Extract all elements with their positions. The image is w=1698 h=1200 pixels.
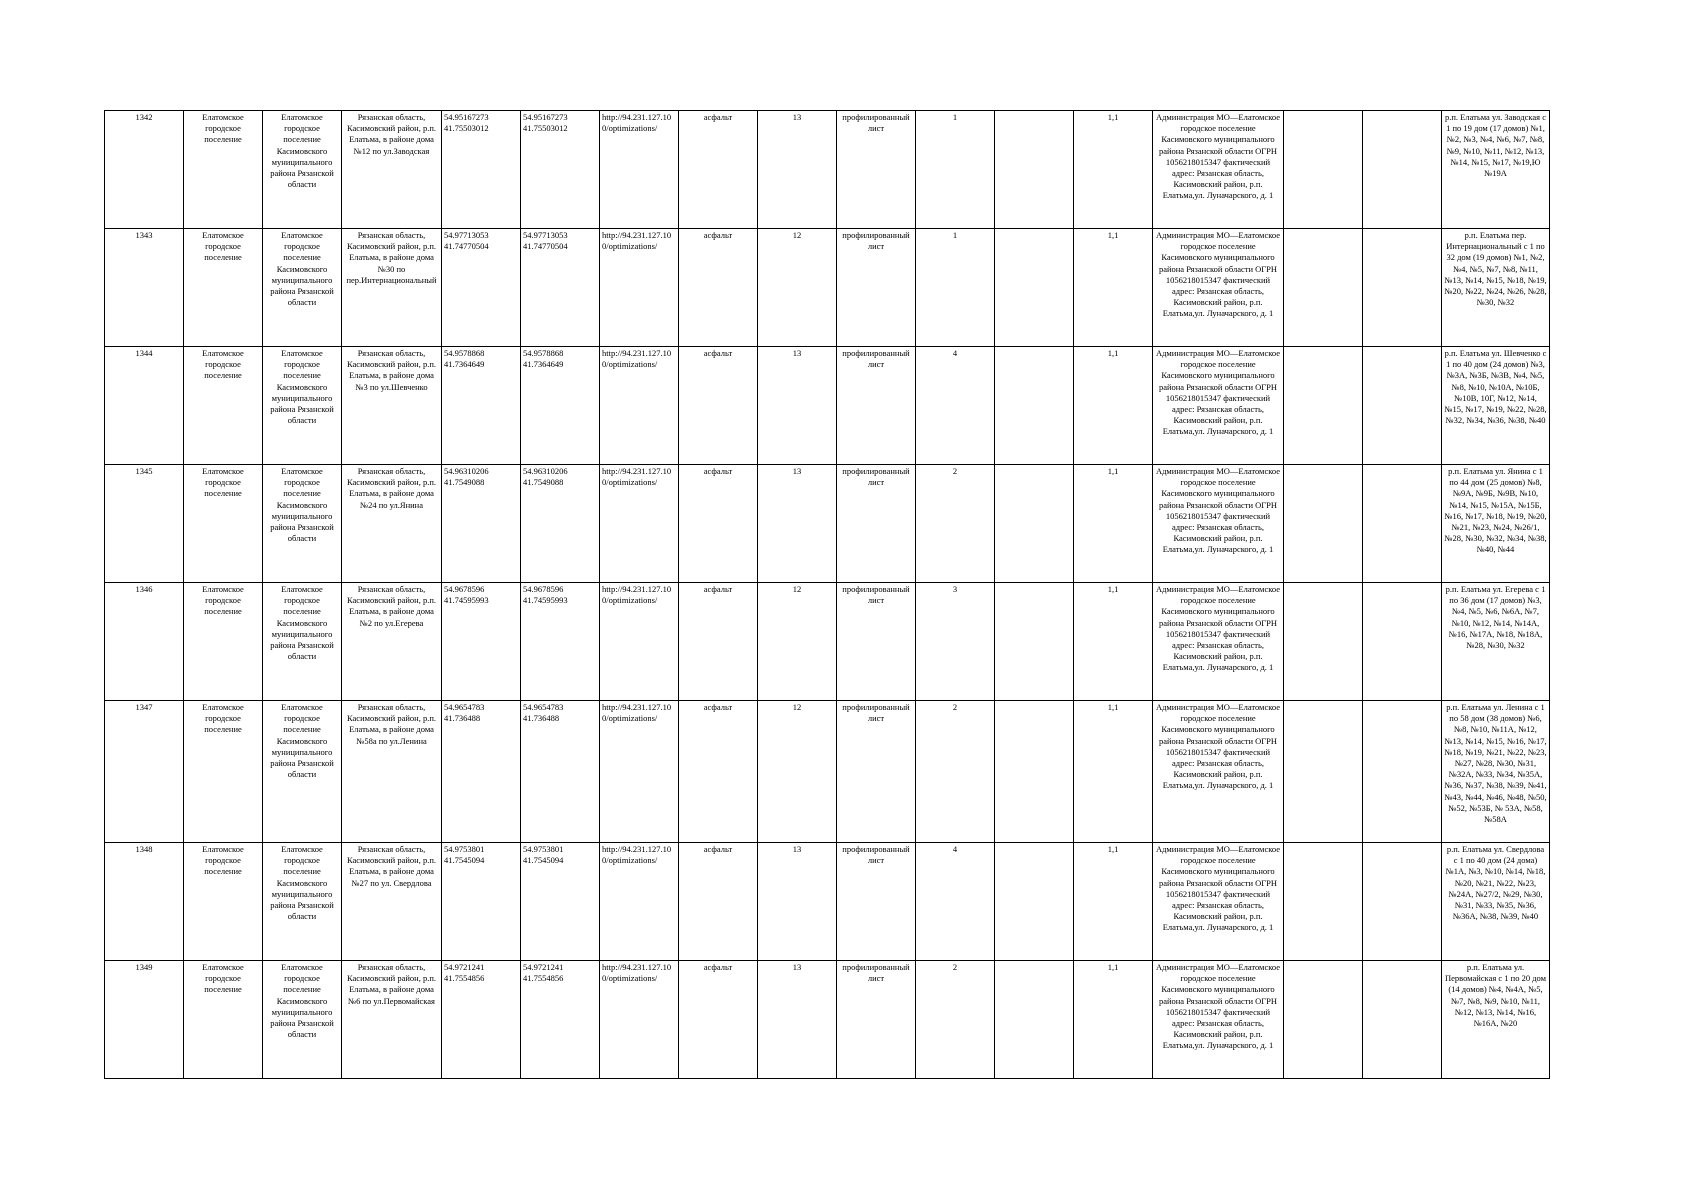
cell-area: 13	[758, 347, 837, 465]
cell-container-volume: 1,1	[1074, 229, 1153, 347]
cell-surface: асфальт	[679, 583, 758, 701]
cell-container-count: 1	[916, 111, 995, 229]
cell-container-count: 2	[916, 465, 995, 583]
cell-container-type: профилированный лист	[837, 347, 916, 465]
cell-site-number: 1343	[105, 229, 184, 347]
cell-municipality: Елатомское городское поселение Касимовского муниципального района Рязанской области	[263, 229, 342, 347]
cell-address: Рязанская область, Касимовский район, р.п. Елатьма, в районе дома №3 по ул.Шевченко	[342, 347, 442, 465]
cell-owner: Администрация МО—Елатомское городское поселение Касимовского муниципального района Рязанской области ОГРН 1056218015347 фактический адрес: Рязанская область, Касимовский район, р.п. Елатьма,ул. Луначарского, д. 1	[1153, 229, 1284, 347]
cell-url: http://94.231.127.10 0/optimizations/	[600, 465, 679, 583]
cell-area: 12	[758, 701, 837, 843]
cell-container-type: профилированный лист	[837, 465, 916, 583]
cell-settlement: Елатомское городское поселение	[184, 961, 263, 1079]
cell-coordinates-duplicate: 54.9753801 41.7545094	[521, 843, 600, 961]
cell-municipality: Елатомское городское поселение Касимовского муниципального района Рязанской области	[263, 347, 342, 465]
cell-empty	[1284, 701, 1363, 843]
cell-container-count: 4	[916, 843, 995, 961]
cell-served-buildings: р.п. Елатьма ул. Свердлова с 1 по 40 дом (24 дома) №1А, №3, №10, №14, №18, №20, №21, №22, №23, №24А, №27/2, №29, №30, №31, №33, №35, №36, №36А, №38, №39, №40	[1442, 843, 1550, 961]
cell-area: 13	[758, 961, 837, 1079]
table-row	[105, 465, 1550, 583]
cell-coordinates-duplicate: 54.97713053 41.74770504	[521, 229, 600, 347]
cell-coordinates-duplicate: 54.9578868 41.7364649	[521, 347, 600, 465]
cell-address: Рязанская область, Касимовский район, р.п. Елатьма, в районе дома №2 по ул.Егерева	[342, 583, 442, 701]
cell-settlement: Елатомское городское поселение	[184, 111, 263, 229]
cell-address: Рязанская область, Касимовский район, р.п. Елатьма, в районе дома №24 по ул.Янина	[342, 465, 442, 583]
cell-container-volume: 1,1	[1074, 465, 1153, 583]
table-row	[105, 701, 1550, 843]
cell-address: Рязанская область, Касимовский район, р.п. Елатьма, в районе дома №12 по ул.Заводская	[342, 111, 442, 229]
cell-served-buildings: р.п. Елатьма ул. Егерева с 1 по 36 дом (17 домов) №3, №4, №5, №6, №6А, №7, №10, №12, №14, №14А, №16, №17А, №18, №18А, №28, №30, №32	[1442, 583, 1550, 701]
cell-container-type: профилированный лист	[837, 583, 916, 701]
cell-empty	[995, 583, 1074, 701]
cell-address: Рязанская область, Касимовский район, р.п. Елатьма, в районе дома №58а по ул.Ленина	[342, 701, 442, 843]
cell-municipality: Елатомское городское поселение Касимовского муниципального района Рязанской области	[263, 961, 342, 1079]
cell-container-count: 2	[916, 961, 995, 1079]
cell-url: http://94.231.127.10 0/optimizations/	[600, 961, 679, 1079]
cell-settlement: Елатомское городское поселение	[184, 465, 263, 583]
cell-empty	[995, 961, 1074, 1079]
cell-owner: Администрация МО—Елатомское городское поселение Касимовского муниципального района Рязанской области ОГРН 1056218015347 фактический адрес: Рязанская область, Касимовский район, р.п. Елатьма,ул. Луначарского, д. 1	[1153, 961, 1284, 1079]
cell-url: http://94.231.127.10 0/optimizations/	[600, 843, 679, 961]
waste-sites-table	[104, 110, 1550, 1079]
table-row	[105, 347, 1550, 465]
cell-url: http://94.231.127.10 0/optimizations/	[600, 583, 679, 701]
cell-empty	[1363, 465, 1442, 583]
cell-site-number: 1344	[105, 347, 184, 465]
cell-empty	[995, 347, 1074, 465]
cell-surface: асфальт	[679, 701, 758, 843]
cell-container-volume: 1,1	[1074, 347, 1153, 465]
cell-empty	[995, 111, 1074, 229]
cell-container-count: 3	[916, 583, 995, 701]
cell-container-type: профилированный лист	[837, 701, 916, 843]
cell-owner: Администрация МО—Елатомское городское поселение Касимовского муниципального района Рязанской области ОГРН 1056218015347 фактический адрес: Рязанская область, Касимовский район, р.п. Елатьма,ул. Луначарского, д. 1	[1153, 347, 1284, 465]
cell-address: Рязанская область, Касимовский район, р.п. Елатьма, в районе дома №6 по ул.Первомайская	[342, 961, 442, 1079]
cell-container-volume: 1,1	[1074, 111, 1153, 229]
cell-container-volume: 1,1	[1074, 583, 1153, 701]
cell-address: Рязанская область, Касимовский район, р.п. Елатьма, в районе дома №30 по пер.Интернациональный	[342, 229, 442, 347]
cell-area: 13	[758, 843, 837, 961]
cell-site-number: 1349	[105, 961, 184, 1079]
cell-served-buildings: р.п. Елатьма ул. Первомайская с 1 по 20 дом (14 домов) №4, №4А, №5, №7, №8, №9, №10, №11, №12, №13, №14, №16, №16А, №20	[1442, 961, 1550, 1079]
cell-owner: Администрация МО—Елатомское городское поселение Касимовского муниципального района Рязанской области ОГРН 1056218015347 фактический адрес: Рязанская область, Касимовский район, р.п. Елатьма,ул. Луначарского, д. 1	[1153, 701, 1284, 843]
cell-served-buildings: р.п. Елатьма пер. Интернациональный с 1 по 32 дом (19 домов) №1, №2, №4, №5, №7, №8, №11, №13, №14, №15, №18, №19, №20, №22, №24, №26, №28, №30, №32	[1442, 229, 1550, 347]
cell-coordinates-duplicate: 54.9654783 41.736488	[521, 701, 600, 843]
cell-surface: асфальт	[679, 465, 758, 583]
cell-container-volume: 1,1	[1074, 701, 1153, 843]
cell-empty	[1363, 701, 1442, 843]
cell-container-count: 2	[916, 701, 995, 843]
cell-surface: асфальт	[679, 843, 758, 961]
cell-container-count: 1	[916, 229, 995, 347]
cell-address: Рязанская область, Касимовский район, р.п. Елатьма, в районе дома №27 по ул. Свердлова	[342, 843, 442, 961]
cell-served-buildings: р.п. Елатьма ул. Заводская с 1 по 19 дом (17 домов) №1, №2, №3, №4, №6, №7, №8, №9, №10, №11, №12, №13, №14, №15, №17, №19,Ю №19А	[1442, 111, 1550, 229]
cell-municipality: Елатомское городское поселение Касимовского муниципального района Рязанской области	[263, 701, 342, 843]
cell-empty	[1363, 843, 1442, 961]
cell-empty	[1284, 347, 1363, 465]
cell-municipality: Елатомское городское поселение Касимовского муниципального района Рязанской области	[263, 465, 342, 583]
cell-owner: Администрация МО—Елатомское городское поселение Касимовского муниципального района Рязанской области ОГРН 1056218015347 фактический адрес: Рязанская область, Касимовский район, р.п. Елатьма,ул. Луначарского, д. 1	[1153, 583, 1284, 701]
cell-url: http://94.231.127.10 0/optimizations/	[600, 347, 679, 465]
cell-empty	[1284, 843, 1363, 961]
cell-empty	[1363, 961, 1442, 1079]
cell-container-volume: 1,1	[1074, 843, 1153, 961]
cell-container-type: профилированный лист	[837, 229, 916, 347]
cell-coordinates-duplicate: 54.9678596 41.74595993	[521, 583, 600, 701]
cell-empty	[1284, 583, 1363, 701]
cell-container-volume: 1,1	[1074, 961, 1153, 1079]
cell-site-number: 1342	[105, 111, 184, 229]
cell-empty	[1284, 465, 1363, 583]
table-row	[105, 111, 1550, 229]
table-body	[105, 111, 1550, 1079]
table-row	[105, 961, 1550, 1079]
cell-site-number: 1347	[105, 701, 184, 843]
cell-owner: Администрация МО—Елатомское городское поселение Касимовского муниципального района Рязанской области ОГРН 1056218015347 фактический адрес: Рязанская область, Касимовский район, р.п. Елатьма,ул. Луначарского, д. 1	[1153, 465, 1284, 583]
cell-area: 13	[758, 465, 837, 583]
cell-empty	[1284, 111, 1363, 229]
cell-area: 12	[758, 583, 837, 701]
cell-settlement: Елатомское городское поселение	[184, 347, 263, 465]
cell-coordinates-duplicate: 54.96310206 41.7549088	[521, 465, 600, 583]
cell-site-number: 1346	[105, 583, 184, 701]
cell-empty	[1363, 229, 1442, 347]
cell-empty	[995, 465, 1074, 583]
cell-area: 12	[758, 229, 837, 347]
cell-coordinates: 54.9654783 41.736488	[442, 701, 521, 843]
cell-coordinates-duplicate: 54.9721241 41.7554856	[521, 961, 600, 1079]
cell-site-number: 1345	[105, 465, 184, 583]
cell-site-number: 1348	[105, 843, 184, 961]
cell-empty	[1284, 961, 1363, 1079]
cell-coordinates-duplicate: 54.95167273 41.75503012	[521, 111, 600, 229]
table-row	[105, 229, 1550, 347]
cell-coordinates: 54.97713053 41.74770504	[442, 229, 521, 347]
cell-container-type: профилированный лист	[837, 843, 916, 961]
cell-settlement: Елатомское городское поселение	[184, 229, 263, 347]
cell-coordinates: 54.96310206 41.7549088	[442, 465, 521, 583]
cell-empty	[1284, 229, 1363, 347]
cell-url: http://94.231.127.10 0/optimizations/	[600, 111, 679, 229]
cell-surface: асфальт	[679, 111, 758, 229]
cell-empty	[1363, 583, 1442, 701]
cell-served-buildings: р.п. Елатьма ул. Янина с 1 по 44 дом (25 домов) №8, №9А, №9Б, №9В, №10, №14, №15, №15А, №15Б, №16, №17, №18, №19, №20, №21, №23, №24, №26/1, №28, №30, №32, №34, №38, №40, №44	[1442, 465, 1550, 583]
cell-empty	[995, 843, 1074, 961]
cell-coordinates: 54.9678596 41.74595993	[442, 583, 521, 701]
cell-settlement: Елатомское городское поселение	[184, 583, 263, 701]
cell-url: http://94.231.127.10 0/optimizations/	[600, 229, 679, 347]
cell-municipality: Елатомское городское поселение Касимовского муниципального района Рязанской области	[263, 583, 342, 701]
cell-served-buildings: р.п. Елатьма ул. Ленина с 1 по 58 дом (38 домов) №6, №8, №10, №11А, №12, №13, №14, №15, №16, №17, №18, №19, №21, №22, №23, №27, №28, №30, №31, №32А, №33, №34, №35А, №36, №37, №38, №39, №41, №43, №44, №46, №48, №50, №52, №53Б, № 53А, №58, №58А	[1442, 701, 1550, 843]
cell-coordinates: 54.9721241 41.7554856	[442, 961, 521, 1079]
cell-container-type: профилированный лист	[837, 111, 916, 229]
cell-surface: асфальт	[679, 229, 758, 347]
cell-settlement: Елатомское городское поселение	[184, 701, 263, 843]
cell-area: 13	[758, 111, 837, 229]
cell-surface: асфальт	[679, 961, 758, 1079]
cell-container-count: 4	[916, 347, 995, 465]
cell-surface: асфальт	[679, 347, 758, 465]
cell-empty	[995, 701, 1074, 843]
table-row	[105, 843, 1550, 961]
cell-coordinates: 54.9578868 41.7364649	[442, 347, 521, 465]
cell-settlement: Елатомское городское поселение	[184, 843, 263, 961]
cell-coordinates: 54.95167273 41.75503012	[442, 111, 521, 229]
cell-owner: Администрация МО—Елатомское городское поселение Касимовского муниципального района Рязанской области ОГРН 1056218015347 фактический адрес: Рязанская область, Касимовский район, р.п. Елатьма,ул. Луначарского, д. 1	[1153, 843, 1284, 961]
cell-container-type: профилированный лист	[837, 961, 916, 1079]
cell-municipality: Елатомское городское поселение Касимовского муниципального района Рязанской области	[263, 843, 342, 961]
cell-municipality: Елатомское городское поселение Касимовского муниципального района Рязанской области	[263, 111, 342, 229]
cell-empty	[1363, 347, 1442, 465]
cell-owner: Администрация МО—Елатомское городское поселение Касимовского муниципального района Рязанской области ОГРН 1056218015347 фактический адрес: Рязанская область, Касимовский район, р.п. Елатьма,ул. Луначарского, д. 1	[1153, 111, 1284, 229]
cell-coordinates: 54.9753801 41.7545094	[442, 843, 521, 961]
table-row	[105, 583, 1550, 701]
cell-empty	[1363, 111, 1442, 229]
cell-served-buildings: р.п. Елатьма ул. Шевченко с 1 по 40 дом (24 домов) №3, №3А, №3Б, №3В, №4, №5, №8, №10, №10А, №10Б, №10В, 10Г, №12, №14, №15, №17, №19, №22, №28, №32, №34, №36, №38, №40	[1442, 347, 1550, 465]
cell-empty	[995, 229, 1074, 347]
cell-url: http://94.231.127.10 0/optimizations/	[600, 701, 679, 843]
